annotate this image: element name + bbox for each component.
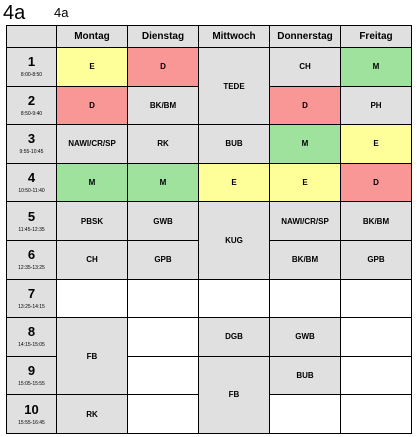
empty-slot [128, 356, 199, 395]
period-number: 4 [27, 170, 36, 186]
empty-slot [270, 395, 341, 434]
period-label [7, 356, 57, 395]
day-header-dienstag: Dienstag [128, 26, 199, 48]
period-time: 8:00-8:50 [20, 72, 43, 79]
lesson-cell: KUG [199, 202, 270, 279]
period-row [7, 279, 412, 318]
lesson-cell: D [341, 163, 412, 202]
day-header-mittwoch: Mittwoch [199, 26, 270, 48]
lesson-cell: GPB [128, 240, 199, 279]
period-time: 14:15-15:05 [18, 342, 45, 349]
lesson-cell: D [270, 86, 341, 125]
lesson-cell: M [341, 48, 412, 87]
period-time: 11:45-12:35 [18, 226, 45, 233]
empty-slot [57, 279, 128, 318]
period-number: 3 [27, 131, 36, 147]
lesson-cell: GWB [128, 202, 199, 241]
lesson-cell: PBSK [57, 202, 128, 241]
period-number: 8 [27, 324, 36, 340]
period-label [7, 279, 57, 318]
timetable-header-row [7, 26, 412, 48]
empty-slot [341, 279, 412, 318]
period-label [7, 395, 57, 434]
empty-slot [199, 279, 270, 318]
period-number: 5 [27, 208, 36, 224]
lesson-cell: TEDE [199, 48, 270, 125]
period-row [7, 48, 412, 87]
lesson-cell: BK/BM [270, 240, 341, 279]
lesson-cell: D [128, 48, 199, 87]
class-title: 4a [3, 2, 26, 24]
day-header-donnerstag: Donnerstag [270, 26, 341, 48]
empty-slot [341, 395, 412, 434]
period-time: 15:05-15:55 [18, 381, 45, 388]
lesson-cell: NAWI/CR/SP [270, 202, 341, 241]
period-time: 9:55-10:45 [19, 149, 44, 156]
timetable [6, 25, 412, 434]
empty-slot [341, 318, 412, 357]
period-number: 7 [27, 285, 36, 301]
period-row [7, 163, 412, 202]
lesson-cell: NAWI/CR/SP [57, 125, 128, 164]
lesson-cell: BUB [270, 356, 341, 395]
period-row [7, 318, 412, 357]
period-row [7, 202, 412, 241]
lesson-cell: PH [341, 86, 412, 125]
lesson-cell: BUB [199, 125, 270, 164]
period-number: 1 [27, 54, 36, 70]
period-row [7, 125, 412, 164]
class-subtitle: 4a [54, 5, 69, 20]
empty-slot [128, 395, 199, 434]
period-time: 10:50-11:40 [18, 188, 45, 195]
lesson-cell: E [341, 125, 412, 164]
period-label [7, 163, 57, 202]
period-time: 13:25-14:15 [18, 303, 45, 310]
lesson-cell: GWB [270, 318, 341, 357]
lesson-cell: CH [270, 48, 341, 87]
empty-slot [128, 318, 199, 357]
lesson-cell: RK [57, 395, 128, 434]
lesson-cell: DGB [199, 318, 270, 357]
empty-slot [341, 356, 412, 395]
day-header-montag: Montag [57, 26, 128, 48]
lesson-cell: E [270, 163, 341, 202]
period-label [7, 48, 57, 87]
timetable-corner [7, 26, 57, 48]
period-label [7, 125, 57, 164]
period-time: 15:55-16:45 [18, 419, 45, 426]
lesson-cell: E [199, 163, 270, 202]
lesson-cell: E [57, 48, 128, 87]
period-label [7, 202, 57, 241]
lesson-cell: BK/BM [128, 86, 199, 125]
period-number: 9 [27, 363, 36, 379]
empty-slot [270, 279, 341, 318]
lesson-cell: FB [199, 356, 270, 433]
lesson-cell: FB [57, 318, 128, 395]
lesson-cell: M [128, 163, 199, 202]
period-label [7, 318, 57, 357]
period-number: 2 [27, 92, 36, 108]
period-time: 12:35-13:25 [18, 265, 45, 272]
empty-slot [128, 279, 199, 318]
period-label [7, 86, 57, 125]
lesson-cell: M [270, 125, 341, 164]
period-number: 6 [27, 247, 36, 263]
lesson-cell: D [57, 86, 128, 125]
lesson-cell: GPB [341, 240, 412, 279]
lesson-cell: RK [128, 125, 199, 164]
lesson-cell: CH [57, 240, 128, 279]
period-label [7, 240, 57, 279]
period-time: 8:50-9:40 [20, 110, 43, 117]
period-number: 10 [24, 401, 39, 417]
lesson-cell: M [57, 163, 128, 202]
lesson-cell: BK/BM [341, 202, 412, 241]
day-header-freitag: Freitag [341, 26, 412, 48]
